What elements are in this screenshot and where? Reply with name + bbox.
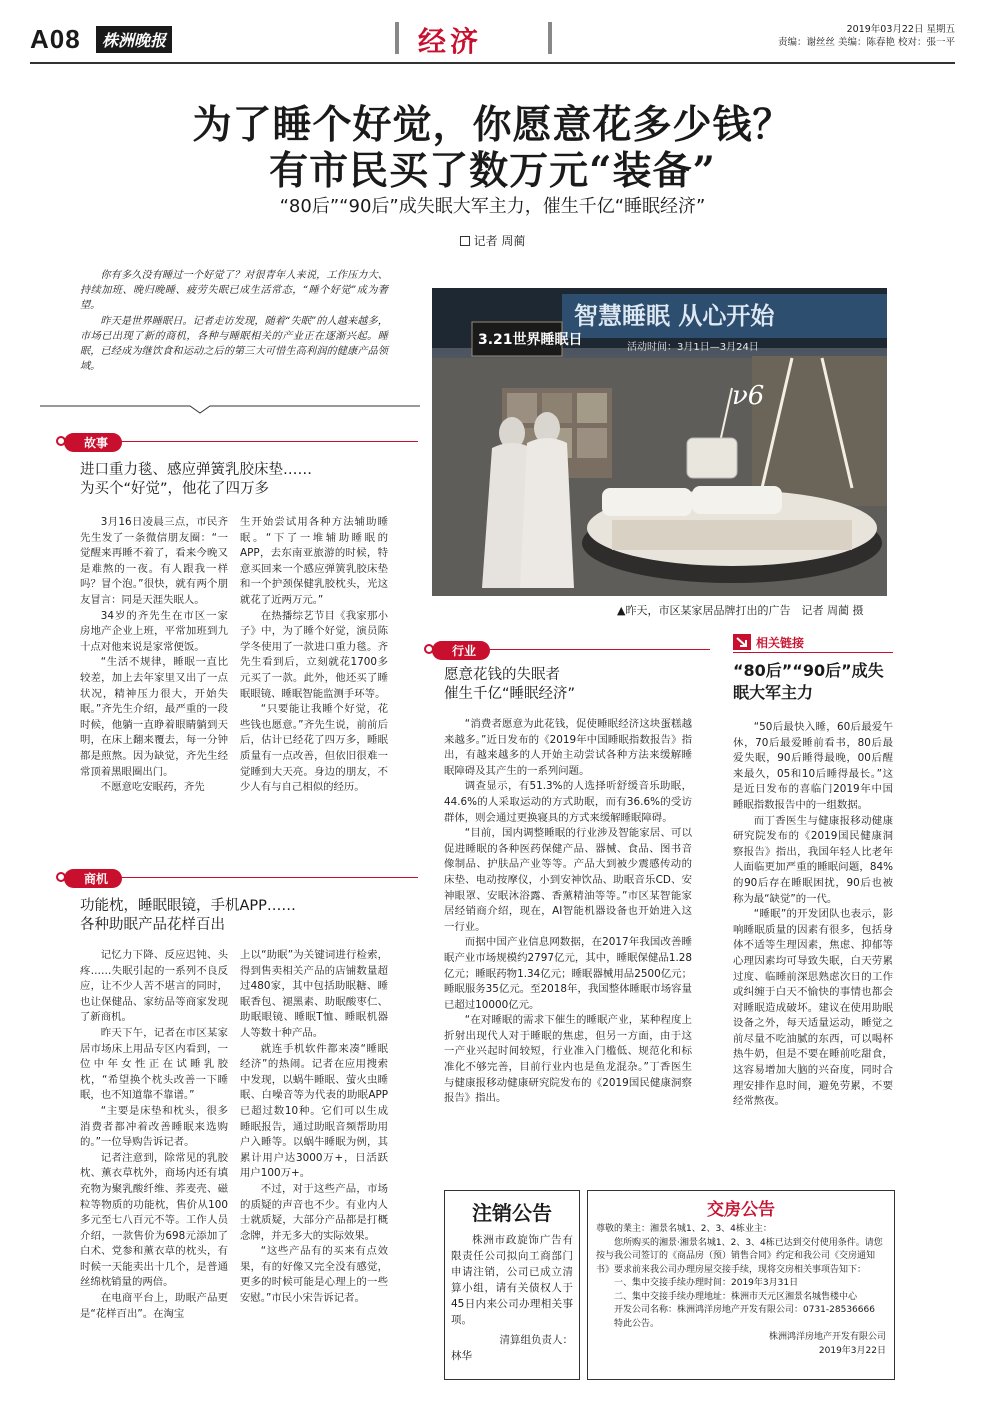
industry-paragraph: 调查显示，有51.3%的人选择听舒缓音乐助眠，44.6%的人采取运动的方式助眠，而有36.6%的受访群体，则会通过更换寝具的方式来缓解睡眠障碍。: [444, 780, 692, 824]
house-notice-to: 尊敬的業主：湘景名城1、2、3、4栋业主：: [596, 1224, 772, 1234]
cancellation-notice-title: 注销公告: [472, 1201, 552, 1225]
business-title-line-2: 各种助眠产品花样百出: [80, 917, 225, 933]
subheadline: “80后”“90后”成失眠大军主力，催生千亿“睡眠经济”: [279, 196, 706, 217]
story-paragraph: 在热播综艺节目《我家那小子》中，为了睡个好觉，演员陈学冬使用了一款进口重力毯。齐先生看到后，立刻就花1700多元买了一款。此外，他还买了睡眠眼镜、睡眠智能监测手环等。: [240, 609, 388, 700]
business-column-2: [240, 948, 388, 1307]
header-rule: [30, 62, 955, 64]
story-paragraph: “生活不规律，睡眠一直比较差，加上去年家里又出了一点状况，精神压力很大，开始失眠。”齐先生介绍，最严重的一段时候，他躺一直睁着眼睛躺到天明，在床上翻来覆去，每一分钟都是煎熬。因为缺觉，齐先生经常顶着黑眼圈出门。: [80, 656, 228, 778]
industry-paragraph: “在对睡眠的需求下催生的睡眠产业，某种程度上折射出现代人对于睡眠的焦虑，但另一方面，由于这一产业兴起时间较短，行业准入门槛低、规范化和标准化不够完善，目前行业内也是鱼龙混杂。”丁香医生与健康报移动健康研究院发布的《2019国民健康洞察报告》指出。: [444, 1014, 692, 1105]
editor-credits: 责编：谢丝丝 美编：陈春艳 校对：張一平: [777, 37, 955, 48]
photo-caption: ▲昨天，市区某家居品牌打出的广告 记者 周蔺 摄: [617, 604, 864, 617]
cancellation-notice-signer-label: 清算组负责人：: [499, 1334, 573, 1346]
business-paragraph: “这些产品有的买来有点效果，有的好像又完全没有感觉，更多的时候可能是心理上的一些安慰。”市民小宋告诉记者。: [240, 1245, 388, 1305]
business-paragraph: 昨天下午，记者在市区某家居市场床上用品专区内看到，一位中年女性正在试睡乳胶枕，“希望换个枕头改善一下睡眠，也不知道靠不靠谱。”: [80, 1026, 228, 1102]
cancellation-notice-body: 株洲市政旋饰广告有限责任公司拟向工商部门申请注销，公司已成立清算小组，请有关债权人于45日内来公司办理相关事项。: [451, 1234, 573, 1326]
headline-line-1: 为了睡个好觉，你愿意花多少钱？: [192, 102, 793, 148]
house-notice-body: [596, 1223, 886, 1358]
business-title-line-1: 功能枕，睡眠眼镜，手机APP……: [80, 898, 296, 914]
related-column: [733, 720, 893, 1110]
industry-title: [444, 666, 714, 704]
headline-line-2: 有市民买了数万元“装备”: [269, 148, 716, 194]
story-title-line-1: 进口重力毯、感应弹簧乳胶床垫……: [80, 462, 312, 478]
house-notice-title: 交房公告: [707, 1200, 775, 1220]
related-arrow-icon: [733, 634, 751, 650]
business-paragraph: 上以“助眠”为关键词进行检索，得到售卖相关产品的店铺数量超过480家，其中包括助眠糖、睡眠香包、褪黑素、助眠酸枣仁、助眠眼镜、睡眠T恤、睡眠机器人等数十种产品。: [240, 949, 388, 1039]
story-tag: 故事: [64, 433, 122, 452]
section-divider-right: [548, 22, 552, 54]
house-notice-item-2: 二、集中交接手续办理地址：株洲市天元区湘景名城售楼中心: [614, 1291, 858, 1302]
industry-column: [444, 717, 692, 1107]
industry-title-line-2: 催生千亿“睡眠经济”: [444, 686, 576, 702]
related-paragraph: “睡眠”的开发团队也表示，影响睡眠质量的因素有很多，包括身体不适等生理因素，焦虑、抑郁等心理因素均可导致失眠，白天劳累过度、临睡前深思熟虑次日的工作或纠缠于白天不愉快的事情也都会对睡眠造成破坏。建议在使用助眠设备之外，每天适量运动，睡觉之前尽量不吃油腻的东西，可以喝杯热牛奶，但是不要在睡前吃甜食，这容易增加大脑的兴奋度，同时合理安排作息时间，避免劳累，不要经常熬夜。: [733, 908, 893, 1108]
business-paragraph: 在电商平台上，助眠产品更是“花样百出”。在淘宝: [80, 1292, 228, 1320]
showroom-illustration: [432, 288, 887, 596]
lead-underline: [40, 404, 420, 414]
byline-text: 记者 周蔺: [473, 234, 526, 248]
story-paragraph: 34岁的齐先生在市区一家房地产企业上班，平常加班到九十点对他来说是家常便饭。: [80, 609, 228, 653]
related-tag: 相关链接: [756, 636, 805, 650]
business-paragraph: “主要是床垫和枕头，很多消费者都冲着改善睡眠来选购的。”一位导购告诉记者。: [80, 1104, 228, 1149]
industry-title-line-1: 愿意花钱的失眠者: [444, 667, 560, 683]
related-paragraph: 而丁香医生与健康报移动健康研究院发布的《2019国民健康洞察报告》指出，我国年轻人比老年人面临更加严重的睡眠问题，84%的90后存在睡眠困扰，90后也被称为最“缺觉”的一代。: [733, 814, 893, 905]
byline: [0, 232, 985, 249]
house-delivery-notice: [587, 1190, 895, 1380]
story-paragraph: “只要能让我睡个好觉，花些钱也愿意。”齐先生说，前前后后，估计已经花了四万多，睡眠质量有一点改善，但依旧很难一觉睡到大天亮。身边的朋友，不少人有与自己相似的经历。: [240, 703, 388, 794]
business-title: [80, 897, 420, 935]
house-notice-item-1: 一、集中交接手续办理时间：2019年3月31日: [614, 1278, 799, 1288]
house-notice-contact: 开发公司名称：株洲鸿洋房地产开发有限公司：0731-28536666: [614, 1305, 875, 1315]
story-column-2: [240, 515, 388, 796]
showroom-photo: [432, 288, 887, 596]
paper-logo: 株洲晚报: [96, 26, 172, 53]
story-column-1: [80, 515, 228, 796]
lead-paragraph: 你有多久没有睡过一个好觉了？对很青年人来说，工作压力大、持续加班、晚归晚睡、疲劳失眠已成生活常态，“睡个好觉”成为奢望。: [80, 270, 388, 312]
house-notice-date: 2019年3月22日: [818, 1345, 886, 1356]
story-paragraph: 生开始尝试用各种方法辅助睡眠。“下了一堆辅助睡眠的APP，去东南亚旅游的时候，特意买回来一个感应弹簧乳胶床垫和一个护颈保健乳胶枕头，光这就花了近两万元。”: [240, 516, 388, 606]
story-title: [80, 461, 420, 499]
sign-time-text: 活动时间：3月1日—3月24日: [627, 342, 759, 353]
business-paragraph: 不过，对于这些产品，市场的质疑的声音也不少。有业内人士就质疑，大部分产品都是打概念牌，并无多大的实际效果。: [240, 1182, 388, 1242]
related-title-line-1: “80后”“90后”成失: [733, 661, 884, 680]
cancellation-notice-signer: 林华: [451, 1350, 472, 1362]
industry-paragraph: “消费者愿意为此花钱，促使睡眠经济这块蛋糕越来越多。”近日发布的《2019年中国睡眠指数报告》指出，有越来越多的人开始主动尝试各种方法来缓解睡眠障碍及其产生的一系列问题。: [444, 718, 692, 777]
story-paragraph: 不愿意吃安眠药，齐先: [100, 781, 205, 794]
business-paragraph: 记者注意到，除常见的乳胶枕、薰衣草枕外，商场内还有填充物为聚乳酸纤维、荞麦壳、磁粒等物质的功能枕，售价从100多元至七八百元不等。工作人员介绍，一款售价为698元添加了白术、党参和薰衣草的枕头，有时候一天能卖出十几个，是普通丝绵枕销量的两倍。: [80, 1151, 228, 1289]
business-paragraph: 就连手机软件都来凑“睡眠经济”的热闹。记者在应用搜索中发现，以蜗牛睡眠、萤火虫睡眠、白噪音等为代表的助眠APP已超过数10种。它们可以生成睡眠报告，通过助眠音频帮助用户入睡等。以蜗牛睡眠为例，其累计用户达3000万+，日活跃用户100万+。: [240, 1042, 388, 1180]
byline-box-icon: [460, 236, 470, 246]
cancellation-notice: [444, 1190, 580, 1380]
house-notice-text: 您所购买的湘景·湘景名城1、2、3、4栋已达到交付使用条件。请您按与我公司签订的《商品房（预）销售合同》约定和我公司《交房通知书》要求前来我公司办理房屋交接手续，现将交房相关事项告知下：: [596, 1237, 883, 1275]
industry-tag: 行业: [432, 641, 490, 660]
related-title-line-2: 眠大军主力: [733, 683, 814, 702]
page-number: A08: [30, 24, 81, 54]
related-tag-rule: [733, 652, 893, 653]
section-divider-left: [395, 22, 399, 54]
house-notice-closing: 特此公告。: [614, 1318, 660, 1329]
story-paragraph: 3月16日凌晨三点，市民齐先生发了一条微信朋友圈：“一觉醒来再睡不着了，看来今晚又是难熬的一夜。有人跟我一样吗？冒个泡。”很快，就有两个朋友冒言：同是天涯失眠人。: [80, 516, 228, 606]
lead-paragraphs: [80, 268, 388, 374]
business-paragraph: 记忆力下降、反应迟钝、头疼……失眠引起的一系列不良反应，让不少人苦不堪言的同时，也让保健品、家纺品等商家发现了新商机。: [80, 949, 228, 1024]
header-date-block: [778, 23, 955, 49]
business-column-1: [80, 948, 228, 1322]
story-title-line-2: 为买个“好觉”，他花了四万多: [80, 481, 270, 497]
lead-paragraph: 昨天是世界睡眠日。记者走访发现，随着“失眠”的人越来越多，市场已出现了新的商机，各种与睡眠相关的产业正在逐渐兴起。睡眠，已经成为继饮食和运动之后的第三大可惜生高利润的健康产品领域。: [80, 315, 388, 373]
related-title: [733, 660, 893, 704]
issue-date: 2019年03月22日 星期五: [846, 24, 955, 35]
related-paragraph: “50后最快入睡，60后最爱午休，70后最爱睡前看书，80后最爱失眠，90后睡得最晚，00后醒来最久，05和10后睡得最长。”这是近日发布的喜临门2019年中国睡眠指数报告中的一组数据。: [733, 721, 893, 811]
sign-main-text: 智慧睡眠 从心开始: [574, 302, 775, 330]
industry-paragraph: 而据中国产业信息网数据，在2017年我国改善睡眠产业市场规模约2797亿元，其中，睡眠保健品1.28亿元；睡眠药物1.34亿元；睡眠器械用品2500亿元；睡眠服务35亿元。至2018年，我国整体睡眠市场容量已超过10000亿元。: [444, 936, 692, 1011]
sign-event-text: 3.21世界睡眠日: [478, 332, 583, 348]
industry-paragraph: “目前，国内调整睡眠的行业涉及智能家居、可以促进睡眠的各种医药保健产品、器械、食品、图书音像制品、护肤品产业等等。产品大到被少震感传动的床垫、电动按摩仪，小到安神饮品、助眠音乐CD、安神眼罩、安眠沐浴露、香薰精油等等。”市区某智能家居经销商介绍，现在，AI智能机器设备也开始进入这一行业。: [444, 827, 692, 933]
section-name: 经济: [418, 25, 483, 58]
house-notice-company: 株洲鸿洋房地产开发有限公司: [768, 1332, 886, 1342]
business-tag: 商机: [64, 869, 122, 888]
svg-text:ν6: ν6: [732, 381, 765, 411]
